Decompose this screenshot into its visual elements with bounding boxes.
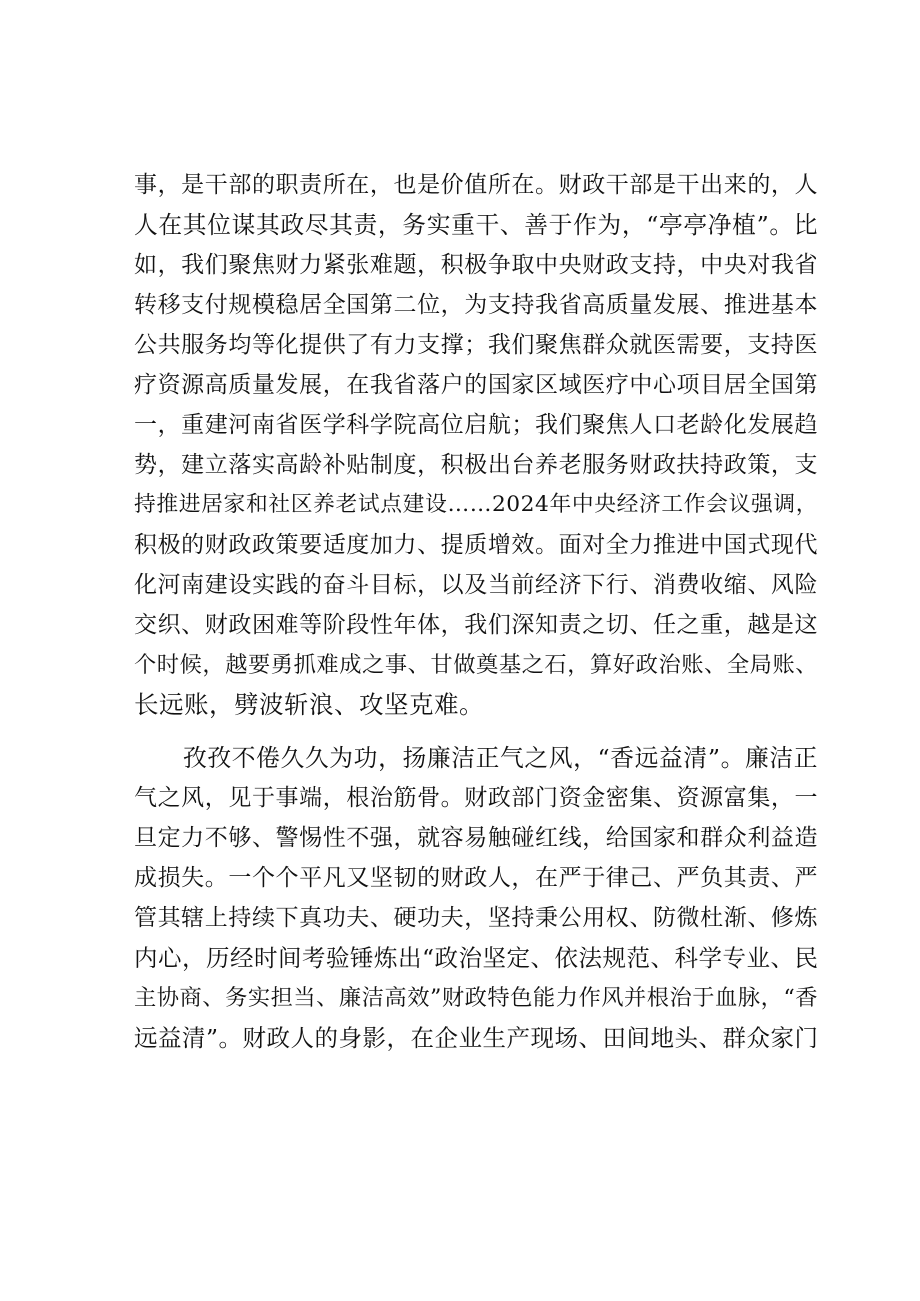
text-line: 一，重建河南省医学科学院高位启航；我们聚焦人口老龄化发展趋	[134, 412, 818, 438]
text-line: 内心，历经时间考验锤炼出“政治坚定、依法规范、科学专业、民	[134, 944, 819, 972]
text-line: 持推进居家和社区养老试点建设……2024年中央经济工作会议强调，	[134, 492, 818, 517]
text-line: 事，是干部的职责所在，也是价值所在。财政干部是干出来的，人	[134, 172, 818, 198]
text-line: 公共服务均等化提供了有力支撑；我们聚焦群众就医需要，支持医	[134, 332, 818, 358]
text-line: 人在其位谋其政尽其责，务实重干、善于作为，“亭亭净植”。比	[134, 211, 818, 239]
text-line: 个时候，越要勇抓难成之事、甘做奠基之石，算好政治账、全局账、	[134, 652, 818, 678]
text-line: 主协商、务实担当、廉洁高效”财政特色能力作风并根治于血脉，“香	[134, 985, 818, 1011]
paragraph-spacer	[134, 725, 818, 738]
text-line: 气之风，见于事端，根治筋骨。财政部门资金密集、资源富集，一	[134, 785, 818, 811]
text-line: 转移支付规模稳居全国第二位，为支持我省高质量发展、推进基本	[134, 292, 818, 318]
text-line: 积极的财政政策要适度加力、提质增效。面对全力推进中国式现代	[134, 532, 818, 558]
text-line: 交织、财政困难等阶段性年体，我们深知责之切、任之重，越是这	[134, 612, 818, 638]
text-line: 成损失。一个个平凡又坚韧的财政人，在严于律己、严负其责、严	[134, 865, 818, 891]
text-line: 孜孜不倦久久为功，扬廉洁正气之风，“香远益清”。廉洁正	[183, 744, 818, 772]
paragraph-1	[134, 165, 818, 725]
text-line: 如，我们聚焦财力紧张难题，积极争取中央财政支持，中央对我省	[134, 252, 818, 278]
text-line: 化河南建设实践的奋斗目标，以及当前经济下行、消费收缩、风险	[134, 572, 818, 598]
text-line: 势，建立落实高龄补贴制度，积极出台养老服务财政扶持政策，支	[134, 452, 818, 478]
text-line: 管其辖上持续下真功夫、硬功夫，坚持秉公用权、防微杜渐、修炼	[134, 905, 818, 931]
text-line: 旦定力不够、警惕性不强，就容易触碰红线，给国家和群众利益造	[134, 825, 818, 851]
text-line: 疗资源高质量发展，在我省落户的国家区域医疗中心项目居全国第	[134, 372, 818, 398]
document-body	[134, 165, 818, 1058]
text-line: 远益清”。财政人的身影，在企业生产现场、田间地头、群众家门	[134, 1024, 819, 1052]
text-line: 长远账，劈波斩浪、攻坚克难。	[134, 690, 484, 719]
paragraph-2	[134, 738, 818, 1058]
